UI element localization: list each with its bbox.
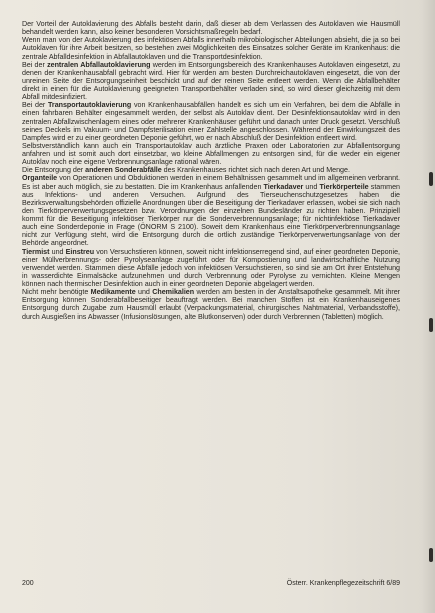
text-run: und [49, 247, 66, 256]
bold-term: Tierkadaver [263, 182, 304, 191]
text-run: stammen aus Infektions- und anderen Versuchen. Aufgrund des Tierseuchenschutzgesetzes haben die Bezirksverwaltungsbehörden offizielle Anordnungen über die Beseitigung der Tierkadaver erlassen, wobei sie sich nach den Tierkörperverwertungsgesetzen bzw. Verordnungen der einzelnen Bundesländer zu richten haben. Prinzipiell kommt für die Beseitigung infektiöser Tierkörper nur die Sonderverbrennungsanlage; für nichtinfektiöse Tierkadaver auch eine Sonderdeponie in Frage (ÖNORM S 2100). Soweit dem Krankenhaus eine Tierkörperverbrennungsanlage nicht zur Verfügung steht, wird die Entsorgung durch die ortlich zuständige Tierkörperverwertungsanlage von der Behörde angeordnet. [22, 182, 400, 248]
paragraph [22, 36, 400, 60]
text-run: von Operationen und Obduktionen werden in einem Behältnissen gesammelt und im allgemeinen verbrannt. Es ist aber auch möglich, sie zu bestatten. Die im Krankenhaus anfallenden [22, 174, 400, 191]
text-run: Die Entsorgung der [22, 166, 86, 175]
text-run: des Krankenhauses richtet sich nach deren Art und Menge. [161, 166, 350, 175]
page-number: 200 [22, 580, 34, 587]
paragraph [22, 101, 400, 142]
text-run: Selbstverständlich kann auch ein Transportautoklav auch ärztliche Praxen oder Laboratorien zur Abfallentsorgung anfahren und ist somit auch dort einsetzbar, wo kleine Abfallmengen zu entsorgen sind, für die weder ein eigener Autoklav noch eine eigene Verbrennungsanlage rational wären. [22, 141, 400, 167]
text-run: werden im Entsorgungsbereich des Krankenhauses Autoklaven eingesetzt, zu denen der Krankenhausabfall gebracht wird. Hier für werden am besten Durchreichautoklaven eingesetzt, die von der unreinen Seite der Entsorgungseinheit beschickt und auf der reinen Seite entleert werden. Wenn die Abfallbehälter direkt in einen für die Autoklavierung geeigneten Transportbehälter verladen sind, so wird dieser gleichzeitig mit dem Abfall mitdesinfiziert. [22, 60, 400, 102]
bold-term: Transportautoklavierung [47, 101, 132, 110]
text-run: Wenn man von der Autoklavierung des infektiösen Abfalls innerhalb mikrobiologischer Abteilungen absieht, die ja so bei Autoklaven für ihre Arbeit besitzen, so bestehen zwei Möglichkeiten des Einsatzes solcher Geräte im Krankenhaus: die zentrale Abfalldesinfektion in Abfallautoklaven und die Transportdesinfektion. [22, 36, 400, 61]
paragraph [22, 248, 400, 289]
text-run: Bei der [22, 101, 48, 110]
binding-mark [429, 172, 433, 186]
paragraph [22, 20, 400, 36]
text-run: Der Vorteil der Autoklavierung des Abfalls besteht darin, daß dieser ab dem Verlassen des Autoklaven wie Hausmüll behandelt werden kann, also keiner besonderen Vorsichtsmaßregeln bedarf. [22, 20, 400, 37]
bold-term: anderen Sonderabfälle [85, 166, 162, 175]
binding-mark [429, 318, 433, 332]
binding-edge-shadow [421, 0, 435, 613]
paragraph [22, 174, 400, 247]
bold-term: Tierkörperteile [319, 182, 369, 191]
body-text [22, 20, 400, 321]
text-run: von Versuchstieren können, soweit nicht infektionserregend sind, auf einer geordneten Deponie, einer Müllverbrennungs- oder Pyrolyseanlage zugeführt oder für Kompostierung und landwirtschaftliche Nutzung verwendet werden. Stammen diese Abfälle jedoch von infektiösen Versuchstieren, so sind sie am Ort ihrer Entstehung in wasserdichte Einmalsäcke aufzunehmen und durch Verbrennung oder Pyrolyse zu vernichten. Kleine Mengen können nach thermischer Desinfektion auch in einer geordneten Deponie abgelagert werden. [22, 247, 400, 288]
bold-term: Medikamente [90, 288, 136, 297]
bold-term: zentralen Abfallautoklavierung [47, 60, 151, 69]
bold-term: Einstreu [65, 247, 95, 256]
bold-term: Organteile [22, 174, 58, 183]
bold-term: Chemikalien [152, 288, 195, 297]
journal-reference: Österr. Krankenpflegezeitschrift 6/89 [286, 580, 400, 587]
text-run: Bei der [22, 60, 48, 69]
paragraph [22, 61, 400, 102]
paragraph [22, 142, 400, 166]
text-run: und [135, 288, 153, 297]
bold-term: Tiermist [22, 247, 50, 256]
binding-mark [429, 548, 433, 562]
paragraph [22, 288, 400, 321]
text-run: und [303, 182, 320, 191]
text-run: von Krankenhausabfällen handelt es sich um ein Verfahren, bei dem die Abfälle in einen fahrbaren Behälter eingesammelt werden, der selbst als Autoklav dient. Der Desinfektionsautoklav wird in den zentralen Abfallzwischenlagern eines oder mehrerer Krankenhäuser geführt und danach unter Druck gesetzt. Verschluß seines Deckels im Vakuum- und Dampfsterilisation einer Zahlstelle angeschlossen. Während der Einwirkungszeit des Dampfes wird er zu einer geordneten Deponie geführt, wo er nach Abschluß der Desinfektion entleert wird. [22, 101, 400, 142]
text-run: werden am besten in der Anstaltsapotheke gesammelt. Mit ihrer Entsorgung können Sonderabfallbeseitiger beauftragt werden. Bei manchen Stoffen ist ein Krankenhauseigenes Entsorgung durch Zugabe zum Hausmüll erlaubt (Verpackungsmaterial, chirurgisches Nahtmaterial, Verbandsstoffe), durch Ausgießen ins Abwasser (Infusionslösungen, alte Blutkonserven) oder durch Verbrennen (Tabletten) möglich. [22, 288, 401, 321]
text-run: Nicht mehr benötigte [22, 288, 91, 297]
paragraph [22, 166, 400, 174]
